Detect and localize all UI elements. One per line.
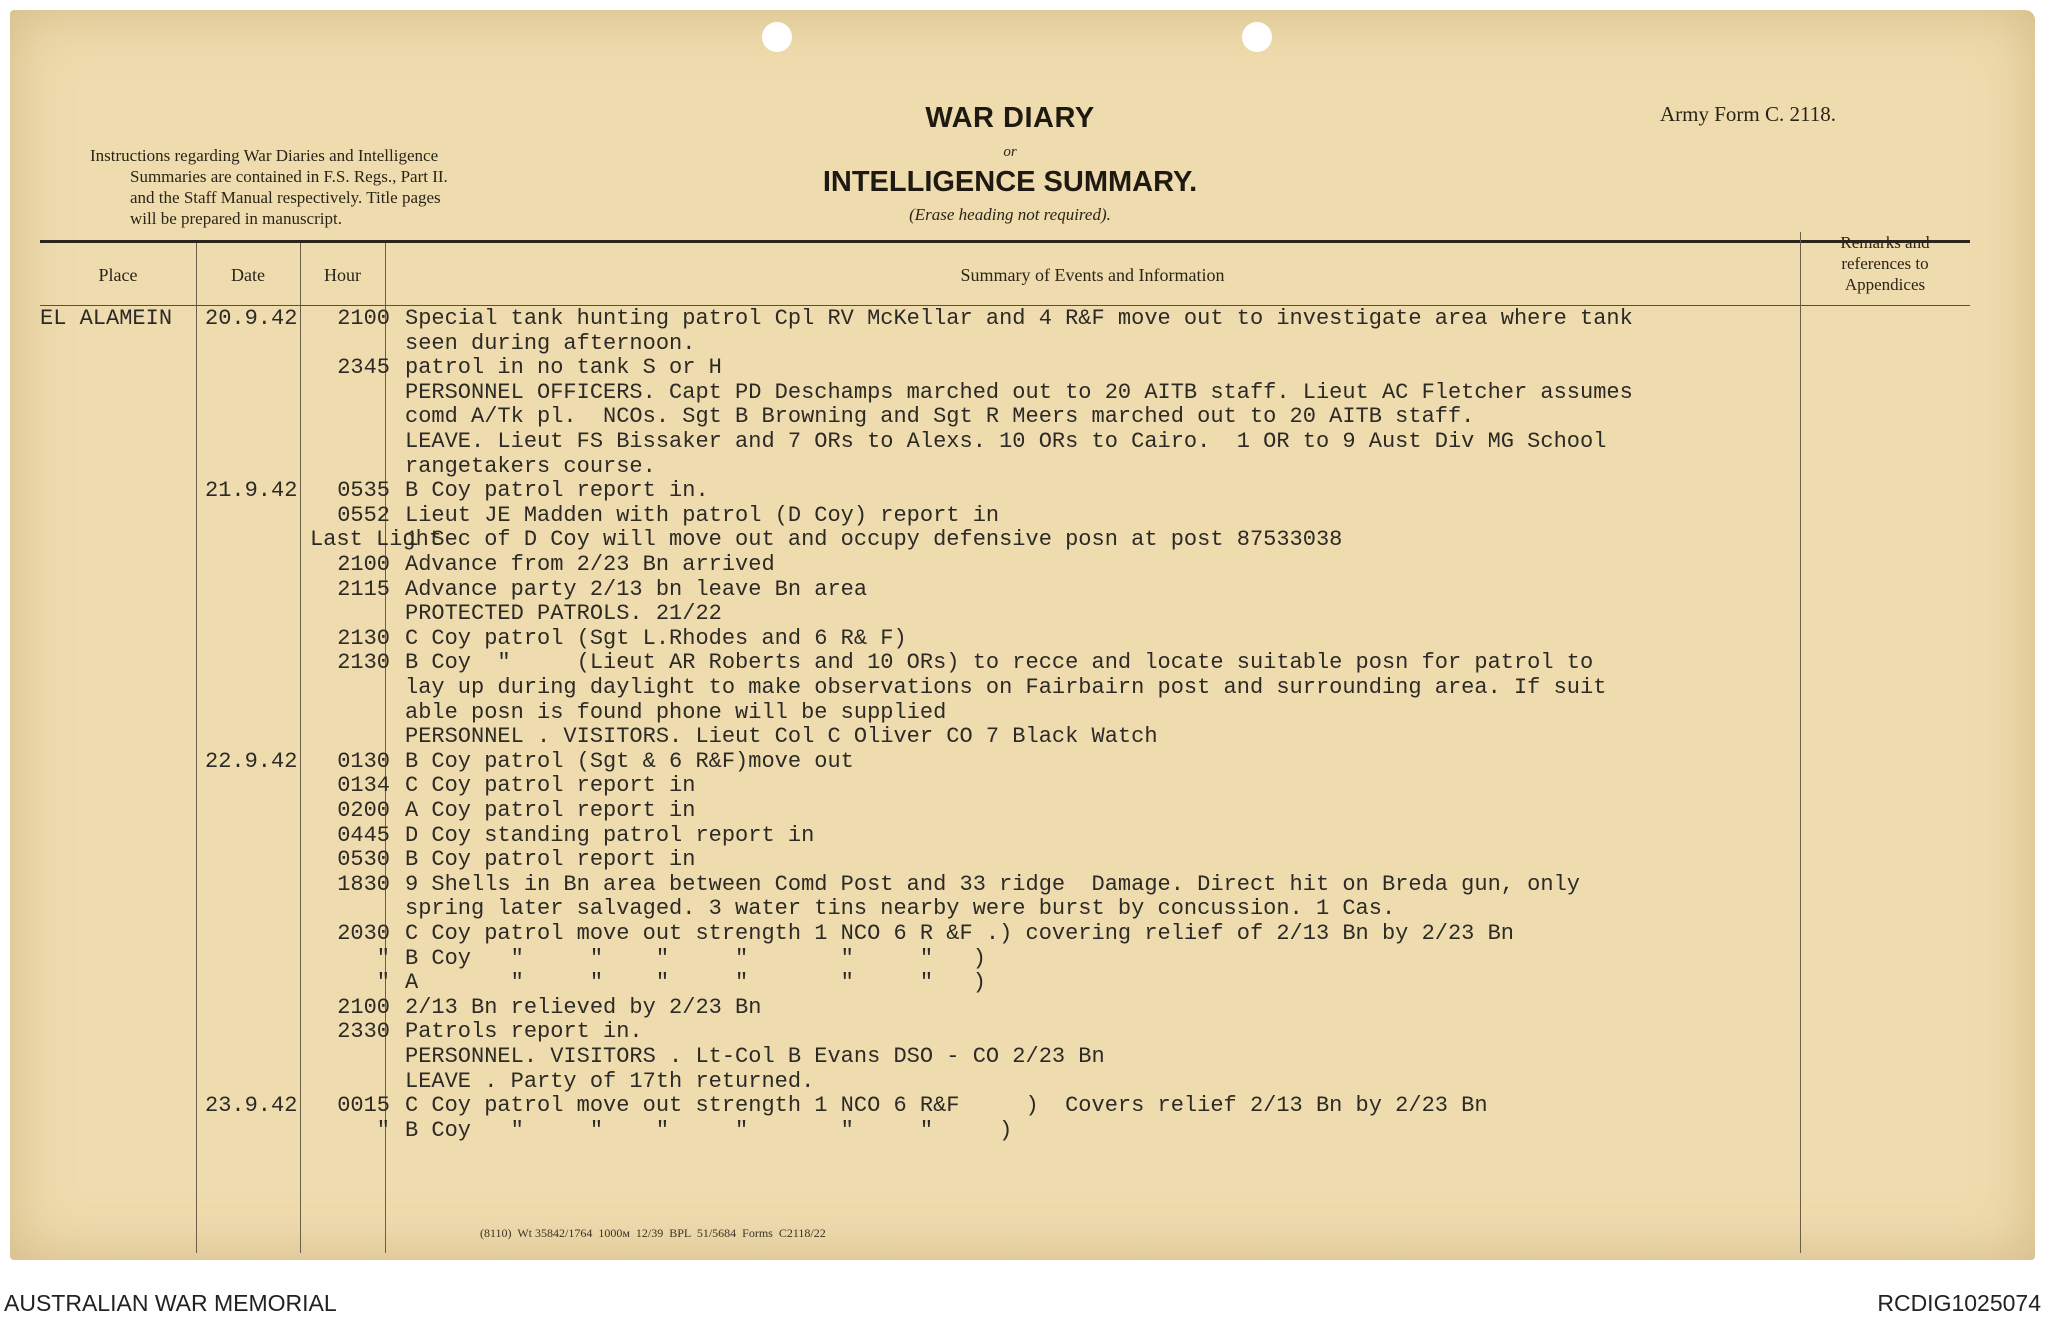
entry-date: 21.9.42 [205, 478, 298, 504]
instruction-line: and the Staff Manual respectively. Title pages [130, 188, 441, 207]
entry-text: PERSONNEL. VISITORS . Lt-Col B Evans DSO - CO 2/23 Bn [405, 1044, 1105, 1069]
entry-text: 1 Sec of D Coy will move out and occupy defensive posn at post 87533038 [405, 527, 1343, 553]
entry-hour: 2100 [337, 994, 390, 1020]
entry-text: Patrols report in. [405, 1019, 643, 1045]
punch-hole [1242, 22, 1272, 52]
entry-text: able posn is found phone will be supplied [405, 699, 947, 725]
diary-row [0, 970, 2047, 994]
entry-hour: 0535 [337, 478, 390, 504]
entry-text: rangetakers course. [405, 453, 656, 479]
entry-hour: 2100 [337, 306, 390, 331]
remarks-line: references to [1841, 254, 1929, 273]
entry-text: Advance from 2/23 Bn arrived [405, 552, 775, 577]
entry-hour: 0134 [337, 773, 390, 799]
diary-row [0, 1093, 2047, 1117]
diary-row [0, 724, 2047, 748]
instructions-block [90, 145, 590, 229]
column-header-summary: Summary of Events and Information [960, 265, 1225, 285]
entry-hour: 0552 [337, 502, 390, 528]
entry-place: EL ALAMEIN [40, 306, 173, 331]
column-header-place: Place [98, 265, 138, 285]
entry-hour: 2345 [337, 355, 390, 381]
entry-text: C Coy patrol move out strength 1 NCO 6 R &F .) covering relief of 2/13 Bn by 2/23 Bn [405, 921, 1514, 946]
title-war-diary: WAR DIARY [925, 102, 1095, 134]
diary-row [0, 1069, 2047, 1093]
diary-row [0, 896, 2047, 920]
diary-row [0, 921, 2047, 945]
entry-text: D Coy standing patrol report in [405, 822, 815, 848]
entry-hour: 2330 [337, 1019, 390, 1045]
entry-text: B Coy " (Lieut AR Roberts and 10 ORs) to recce and locate suitable posn for patrol to [405, 650, 1594, 676]
entry-hour: Last Light [310, 527, 443, 553]
entry-hour: " [376, 1117, 390, 1143]
diary-row [0, 429, 2047, 453]
instruction-line: Summaries are contained in F.S. Regs., Part II. [130, 167, 448, 186]
entry-text: B Coy " " " " " " ) [405, 945, 986, 971]
entry-hour: 2115 [337, 576, 390, 602]
diary-row [0, 1019, 2047, 1043]
diary-row [0, 823, 2047, 847]
entry-text: B Coy patrol report in. [405, 478, 709, 504]
entry-text: B Coy patrol (Sgt & 6 R&F)move out [405, 748, 854, 774]
diary-row [0, 552, 2047, 576]
diary-row [0, 872, 2047, 896]
column-header-hour: Hour [324, 265, 361, 285]
entry-text: A Coy patrol report in [405, 798, 696, 823]
footer-source: AUSTRALIAN WAR MEMORIAL [4, 1290, 337, 1316]
diary-row [0, 454, 2047, 478]
entry-hour: 0530 [337, 847, 390, 873]
entry-hour: " [376, 945, 390, 971]
entry-text: lay up during daylight to make observations on Fairbairn post and surrounding area. If suit [405, 675, 1607, 700]
diary-row [0, 503, 2047, 527]
remarks-line: Appendices [1844, 275, 1926, 294]
diary-row [0, 650, 2047, 674]
remarks-line: Remarks and [1840, 233, 1930, 252]
header-rule [40, 240, 1970, 243]
diary-row [0, 577, 2047, 601]
entry-text: comd A/Tk pl. NCOs. Sgt B Browning and Sgt R Meers marched out to 20 AITB staff. [405, 404, 1475, 430]
diary-row [0, 995, 2047, 1019]
entry-hour: 0015 [337, 1093, 390, 1119]
erase-note: (Erase heading not required). [909, 205, 1111, 224]
entry-text: LEAVE . Party of 17th returned. [405, 1068, 815, 1094]
diary-row [0, 331, 2047, 355]
entry-text: C Coy patrol report in [405, 773, 696, 799]
instruction-line: Instructions regarding War Diaries and Intelligence [90, 146, 439, 165]
entry-hour: " [376, 970, 390, 996]
diary-row [0, 306, 2047, 330]
entry-text: LEAVE. Lieut FS Bissaker and 7 ORs to Alexs. 10 ORs to Cairo. 1 OR to 9 Aust Div MG School [405, 429, 1607, 454]
diary-row [0, 749, 2047, 773]
entry-text: PERSONNEL . VISITORS. Lieut Col C Oliver CO 7 Black Watch [405, 724, 1158, 750]
column-header-remarks [1800, 232, 1970, 295]
entry-text: Advance party 2/13 bn leave Bn area [405, 576, 868, 602]
entry-text: B Coy patrol report in [405, 847, 696, 873]
diary-row [0, 773, 2047, 797]
entry-date: 20.9.42 [205, 306, 298, 331]
column-header-date: Date [231, 265, 265, 285]
punch-hole [762, 22, 792, 52]
entry-text: C Coy patrol (Sgt L.Rhodes and 6 R& F) [405, 625, 907, 651]
printer-imprint: (8110) Wt 35842/1764 1000м 12/39 BPL 51/5684 Forms C2118/22 [480, 1226, 826, 1240]
entry-hour: 1830 [337, 871, 390, 897]
diary-row [0, 601, 2047, 625]
entry-text: Special tank hunting patrol Cpl RV McKellar and 4 R&F move out to investigate area where tank [405, 306, 1633, 331]
entry-hour: 0200 [337, 798, 390, 823]
diary-row [0, 847, 2047, 871]
entry-hour: 2130 [337, 625, 390, 651]
diary-row [0, 1118, 2047, 1142]
entry-hour: 0130 [337, 748, 390, 774]
diary-row [0, 380, 2047, 404]
diary-row [0, 675, 2047, 699]
title-or: or [1003, 144, 1017, 160]
footer-reference-id: RCDIG1025074 [1877, 1290, 2041, 1316]
diary-row [0, 626, 2047, 650]
diary-row [0, 1044, 2047, 1068]
entry-text: A " " " " " " ) [405, 970, 986, 996]
entry-text: patrol in no tank S or H [405, 355, 722, 381]
entry-text: 2/13 Bn relieved by 2/23 Bn [405, 994, 762, 1020]
entry-date: 23.9.42 [205, 1093, 298, 1119]
entry-text: C Coy patrol move out strength 1 NCO 6 R&F ) Covers relief 2/13 Bn by 2/23 Bn [405, 1093, 1488, 1119]
entry-text: spring later salvaged. 3 water tins nearby were burst by concussion. 1 Cas. [405, 896, 1396, 922]
title-intelligence-summary: INTELLIGENCE SUMMARY. [822, 166, 1198, 198]
diary-row [0, 527, 2047, 551]
diary-row [0, 700, 2047, 724]
instruction-line: will be prepared in manuscript. [130, 209, 342, 228]
entry-hour: 2130 [337, 650, 390, 676]
diary-row [0, 946, 2047, 970]
diary-row [0, 404, 2047, 428]
diary-row [0, 355, 2047, 379]
entry-hour: 2100 [337, 552, 390, 577]
entry-text: PERSONNEL OFFICERS. Capt PD Deschamps marched out to 20 AITB staff. Lieut AC Fletcher assumes [405, 379, 1633, 405]
entry-hour: 0445 [337, 822, 390, 848]
army-form-number: Army Form C. 2118. [1660, 102, 1836, 126]
entry-hour: 2030 [337, 921, 390, 946]
entry-text: 9 Shells in Bn area between Comd Post and 33 ridge Damage. Direct hit on Breda gun, only [405, 871, 1580, 897]
diary-row [0, 798, 2047, 822]
entry-text: seen during afternoon. [405, 330, 696, 356]
entry-date: 22.9.42 [205, 748, 298, 774]
entry-text: B Coy " " " " " " ) [405, 1117, 1013, 1143]
diary-row [0, 478, 2047, 502]
entry-text: PROTECTED PATROLS. 21/22 [405, 601, 722, 627]
entry-text: Lieut JE Madden with patrol (D Coy) report in [405, 502, 1000, 528]
